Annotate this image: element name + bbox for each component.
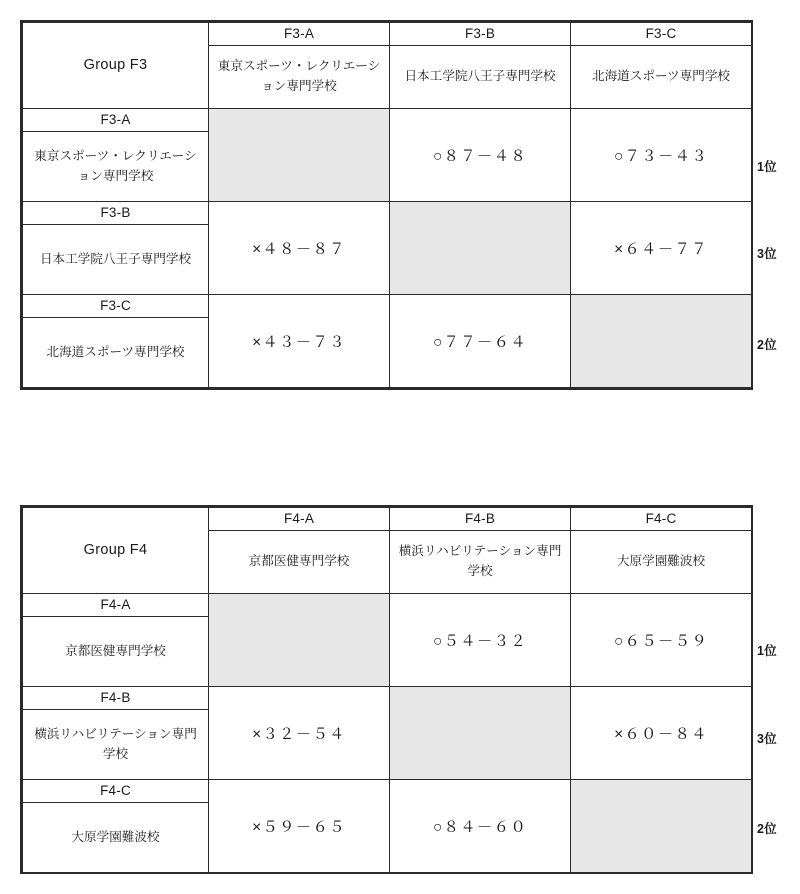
column-header-f4-b — [390, 508, 571, 594]
self-cell — [390, 687, 571, 780]
group-label: Group F3 — [83, 57, 148, 74]
row-code: F4-B — [23, 687, 208, 710]
column-code: F4-B — [390, 508, 570, 531]
rank-label-f4-a: 1位 — [757, 644, 777, 658]
column-code: F4-C — [571, 508, 751, 531]
row-header-f3-b — [23, 202, 209, 295]
score-text: ×４８－８７ — [252, 241, 346, 258]
score-cell — [209, 202, 390, 295]
self-cell — [209, 594, 390, 687]
score-cell — [571, 202, 752, 295]
column-code: F3-B — [390, 23, 570, 46]
score-text: ×６０－８４ — [614, 726, 708, 743]
row-header-f4-b — [23, 687, 209, 780]
self-cell — [390, 202, 571, 295]
self-cell — [571, 780, 752, 873]
score-text: ×４３－７３ — [252, 334, 346, 351]
score-cell — [390, 295, 571, 388]
table-header-row — [23, 23, 752, 109]
score-cell — [390, 780, 571, 873]
column-header-f4-c — [571, 508, 752, 594]
score-text: ×３２－５４ — [252, 726, 346, 743]
score-cell — [571, 594, 752, 687]
column-school-name: 北海道スポーツ専門学校 — [591, 69, 731, 84]
row-header-f4-c — [23, 780, 209, 873]
score-text: ○８７－４８ — [432, 148, 528, 165]
score-cell — [209, 687, 390, 780]
column-school-name: 東京スポーツ・レクリエーション専門学校 — [217, 59, 381, 93]
row-header-f3-c — [23, 295, 209, 388]
row-header-f3-a — [23, 109, 209, 202]
score-text: ○７７－６４ — [432, 334, 528, 351]
group-f4-table — [20, 505, 753, 874]
row-school-name: 日本工学院八王子専門学校 — [39, 251, 192, 266]
table-row — [23, 780, 752, 873]
group-label: Group F4 — [83, 542, 148, 559]
row-school-name: 横浜リハビリテーション専門学校 — [34, 726, 197, 761]
rank-label-f3-a: 1位 — [757, 160, 777, 174]
score-text: ○７３－４３ — [613, 148, 709, 165]
group-title-cell — [23, 508, 209, 594]
column-school-name: 京都医健専門学校 — [248, 554, 350, 569]
score-cell — [390, 594, 571, 687]
column-code: F3-A — [209, 23, 389, 46]
column-code: F3-C — [571, 23, 751, 46]
score-text: ○６５－５９ — [613, 633, 709, 650]
row-school-name: 京都医健専門学校 — [65, 643, 166, 658]
score-cell — [571, 687, 752, 780]
column-school-name: 大原学園難波校 — [616, 554, 706, 569]
score-text: ×５９－６５ — [252, 819, 346, 836]
rank-label-f3-c: 2位 — [757, 338, 777, 352]
self-cell — [209, 109, 390, 202]
table-row — [23, 295, 752, 388]
rank-label-f4-b: 3位 — [757, 732, 777, 746]
column-header-f3-c — [571, 23, 752, 109]
score-cell — [209, 295, 390, 388]
row-school-name: 東京スポーツ・レクリエーション専門学校 — [34, 148, 197, 183]
score-cell — [209, 780, 390, 873]
row-header-f4-a — [23, 594, 209, 687]
column-header-f3-a — [209, 23, 390, 109]
self-cell — [571, 295, 752, 388]
table-row — [23, 202, 752, 295]
row-school-name: 大原学園難波校 — [71, 829, 160, 844]
standings-grid — [22, 22, 752, 388]
column-header-f4-a — [209, 508, 390, 594]
column-school-name: 横浜リハビリテーション専門学校 — [398, 544, 562, 578]
column-header-f3-b — [390, 23, 571, 109]
score-text: ×６４－７７ — [614, 241, 708, 258]
score-text: ○５４－３２ — [432, 633, 528, 650]
group-title-cell — [23, 23, 209, 109]
group-f3-table — [20, 20, 753, 390]
row-code: F3-A — [23, 109, 208, 132]
score-cell — [571, 109, 752, 202]
table-row — [23, 109, 752, 202]
row-school-name: 北海道スポーツ専門学校 — [46, 344, 185, 359]
table-header-row — [23, 508, 752, 594]
rank-label-f4-c: 2位 — [757, 822, 777, 836]
row-code: F3-B — [23, 202, 208, 225]
score-text: ○８４－６０ — [432, 819, 528, 836]
column-code: F4-A — [209, 508, 389, 531]
score-cell — [390, 109, 571, 202]
table-row — [23, 594, 752, 687]
rank-label-f3-b: 3位 — [757, 247, 777, 261]
standings-grid — [22, 507, 752, 873]
table-row — [23, 687, 752, 780]
row-code: F3-C — [23, 295, 208, 318]
row-code: F4-A — [23, 594, 208, 617]
row-code: F4-C — [23, 780, 208, 803]
column-school-name: 日本工学院八王子専門学校 — [404, 69, 556, 84]
